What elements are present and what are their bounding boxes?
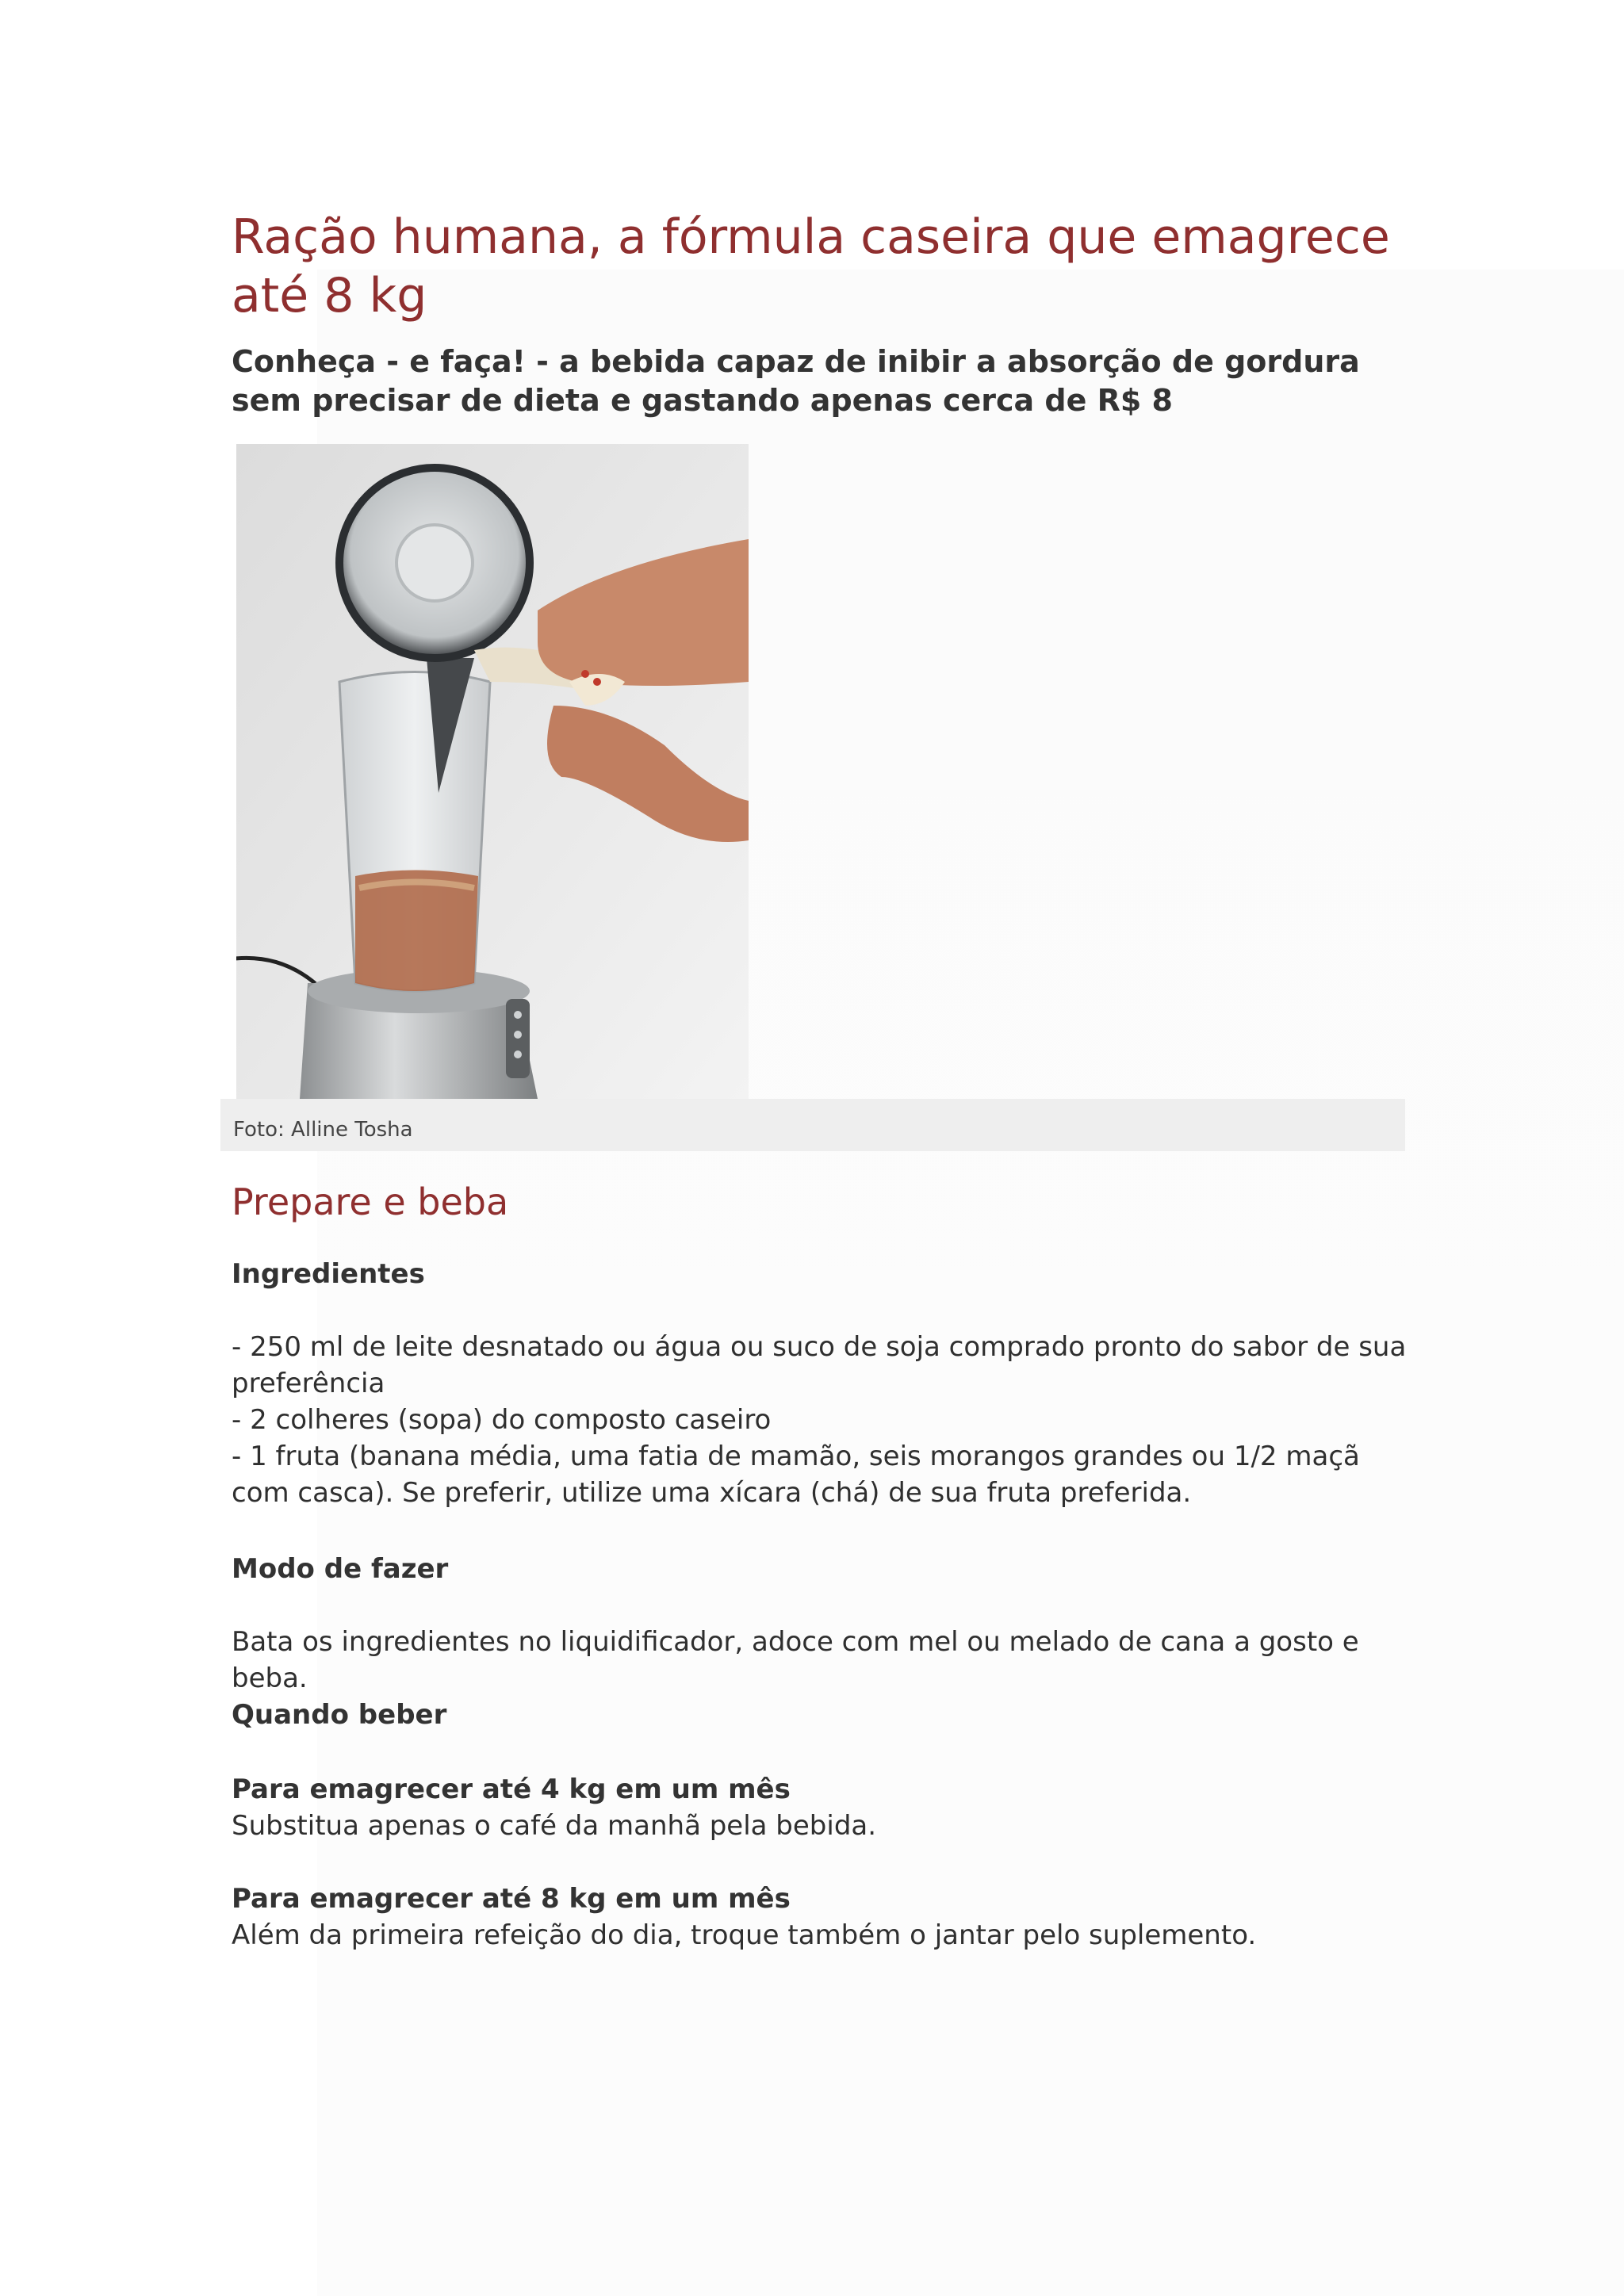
photo-caption-bar <box>220 1099 1405 1151</box>
article-title: Ração humana, a fórmula caseira que emagrece até 8 kg <box>232 209 1390 323</box>
ingredient-item: - 250 ml de leite desnatado ou água ou suco de soja comprado pronto do sabor de sua preferência <box>232 1331 1407 1399</box>
article-subtitle: Conheça - e faça! - a bebida capaz de inibir a absorção de gordura sem precisar de dieta e gastando apenas cerca de R$ 8 <box>232 344 1360 418</box>
method-heading: Modo de fazer <box>232 1553 449 1585</box>
blender-photo <box>236 444 749 1099</box>
ingredients-heading: Ingredientes <box>232 1258 425 1290</box>
plan-heading: Para emagrecer até 4 kg em um mês <box>232 1774 791 1805</box>
plan-text: Além da primeira refeição do dia, troque também o jantar pelo suplemento. <box>232 1919 1257 1951</box>
plan-heading: Para emagrecer até 8 kg em um mês <box>232 1883 791 1915</box>
ingredient-item: - 1 fruta (banana média, uma fatia de mamão, seis morangos grandes ou 1/2 maçã com casca). Se preferir, utilize uma xícara (chá) de sua fruta preferida. <box>232 1441 1360 1509</box>
method-text: Bata os ingredientes no liquidificador, adoce com mel ou melado de cana a gosto e beba. <box>232 1626 1359 1694</box>
photo-caption: Foto: Alline Tosha <box>233 1118 413 1142</box>
ingredient-item: - 2 colheres (sopa) do composto caseiro <box>232 1404 772 1436</box>
plan-text: Substitua apenas o café da manhã pela bebida. <box>232 1810 877 1842</box>
when-heading: Quando beber <box>232 1699 447 1731</box>
blender-illustration <box>236 444 749 1099</box>
section-title: Prepare e beba <box>232 1181 509 1223</box>
